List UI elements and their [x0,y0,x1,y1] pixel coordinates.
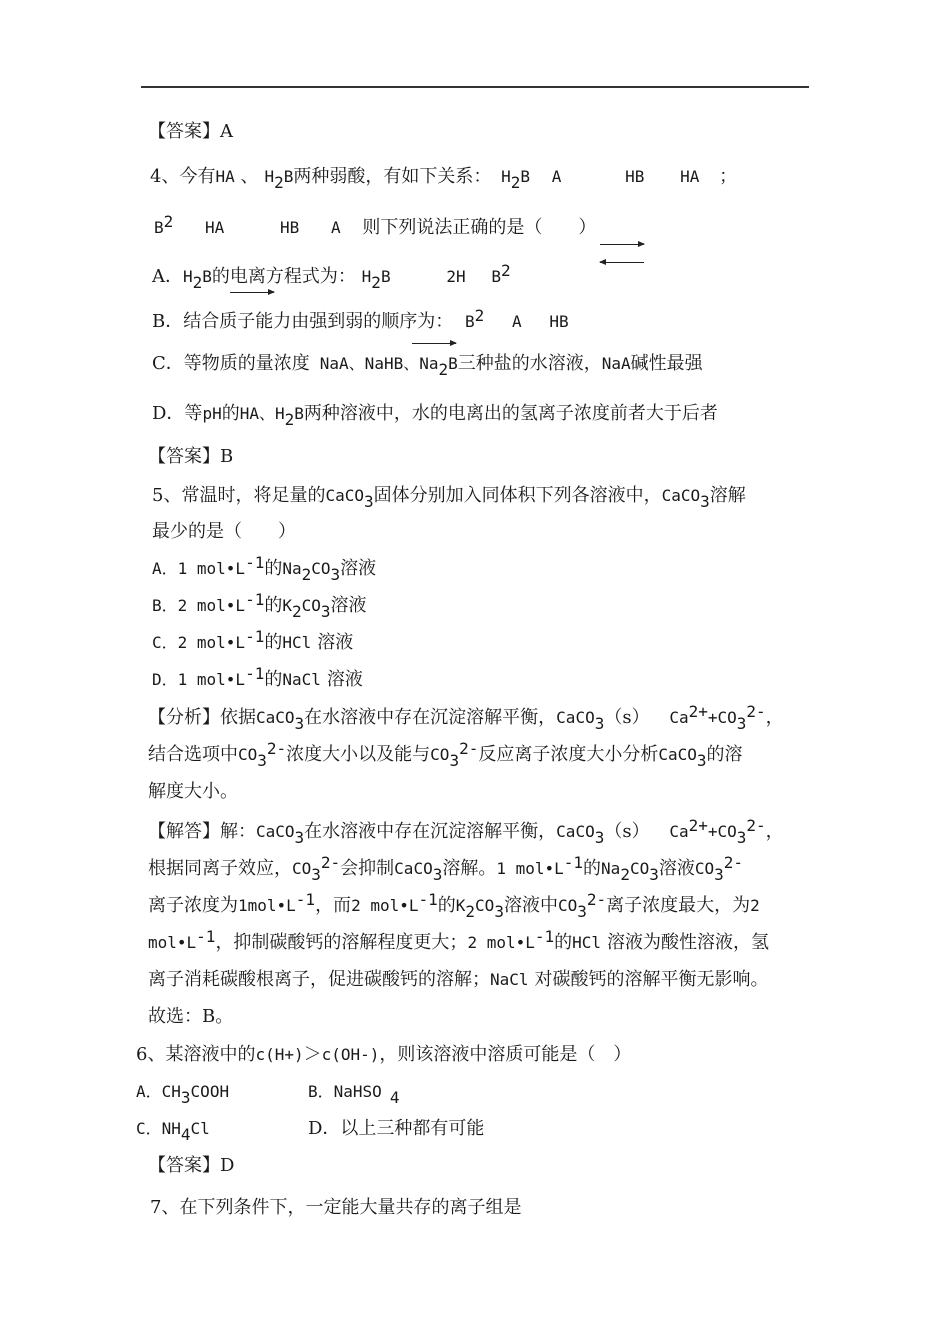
q6-option-a: A．$CH_3COOH$ [136,1082,230,1107]
q5-analysis-2: 结合选项中$CO_3^{2-}$浓度大小以及能与$CO_3^{2-}$反应离子浓度大小分析CaCO$_3$的溶 [148,739,743,770]
q5-option-d: D．1 $mol•L^{-1}$的NaCl 溶液 [152,664,363,690]
q6-option-c: C．$NH_4Cl$ [136,1119,210,1144]
q5-option-b: B．2 $mol•L^{-1}$的$K_2CO_3$溶液 [152,590,367,621]
q4-option-d: D．等pH的HA、$H_2B$两种溶液中，水的电离出的氢离子浓度前者大于后者 [152,403,718,429]
q5-solution-4: $mol•L^{-1}$，抑制碳酸钙的溶解程度更大；2 $mol•L^{-1}$的HCl 溶液为酸性溶液，氢 [148,927,770,953]
q6-option-b: B．NaHSO $_4$ [308,1082,400,1107]
q5-solution-3: 离子浓度为$1mol•L^{-1}$，而2 $mol•L^{-1}$的$K_2CO_3$溶液中$CO_3^{2-}$离子浓度最大，为2 [148,890,760,921]
q7-stem: 7、在下列条件下，一定能大量共存的离子组是 [150,1197,522,1218]
equilibrium-forward-arrow [600,244,644,245]
q6-option-d: D．以上三种都有可能 [308,1118,485,1139]
q5-solution-2: 根据同离子效应，$CO_3^{2-}$会抑制CaCO$_3$溶解。1 $mol•L^{-1}$的$Na_2CO_3$溶液$CO_3^{2-}$ [148,853,744,884]
q5-option-c: C．2 $mol•L^{-1}$的HCl 溶液 [152,627,354,653]
q4-option-c: C．等物质的量浓度 NaA、NaHB、$Na_2B$三种盐的水溶液，NaA碱性最强 [152,353,703,379]
q5-stem-2: 最少的是（ ） [152,521,296,542]
q4-option-a: A．$H_2B$的电离方程式为： $H_2B$ 2H $B^2$ [152,261,511,292]
q5-solution-1: 【解答】解：CaCO$_3$在水溶液中存在沉淀溶解平衡，CaCO$_3$（s） $Ca^{2+}+CO_3^{2-}$， [148,816,784,847]
q5-analysis-1: 【分析】依据CaCO$_3$在水溶液中存在沉淀溶解平衡，CaCO$_3$（s） $Ca^{2+}+CO_3^{2-}$， [148,702,784,733]
q5-choice: 故选：B。 [148,1006,234,1027]
option-c-arrow [412,343,456,344]
ionization-arrow [230,292,274,293]
answer-q4: 【答案】B [148,446,234,467]
q5-analysis-3: 解度大小。 [148,781,238,802]
answer-q6: 【答案】D [148,1155,235,1176]
q4-option-b: B．结合质子能力由强到弱的顺序为： $B^2$ A HB [152,306,569,332]
q4-relation-2: $B^2$ HA HB A 则下列说法正确的是（ ） [154,212,597,238]
q5-solution-5: 离子消耗碳酸根离子，促进碳酸钙的溶解；NaCl 对碳酸钙的溶解平衡无影响。 [148,969,769,990]
header-rule [141,86,809,88]
q4-stem: 4、今有HA 、 $H_2B$两种弱酸，有如下关系： $H_2B$ A HB HA ； [150,166,738,192]
answer-q3: 【答案】A [148,121,233,142]
equilibrium-reverse-arrow [600,262,644,263]
q5-stem: 5、常温时，将足量的CaCO$_3$固体分别加入同体积下列各溶液中，CaCO$_3$溶解 [152,485,746,511]
q6-stem: 6、某溶液中的c(H+)＞c(OH-)，则该溶液中溶质可能是（ ） [136,1044,632,1065]
q5-option-a: A．1 $mol•L^{-1}$的$Na_2CO_3$溶液 [152,553,377,584]
